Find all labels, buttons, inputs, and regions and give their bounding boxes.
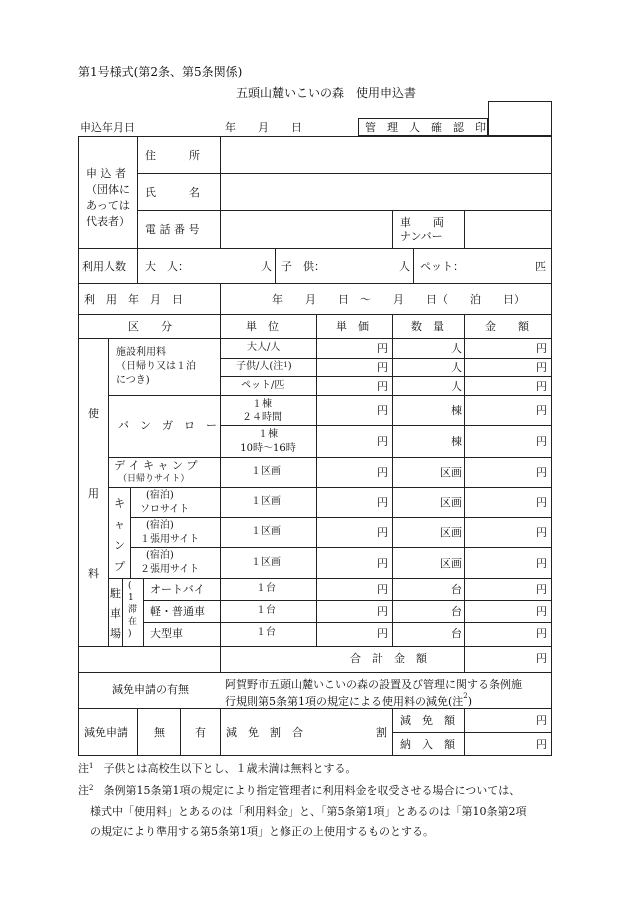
line	[220, 314, 221, 672]
reduction-label: 減 免 額	[400, 714, 455, 727]
unit-cell: １棟 10時～16時	[240, 429, 296, 454]
yen-cell: 円	[377, 627, 388, 640]
payment-label: 納 入 額	[400, 738, 455, 751]
header-unit: 単 位	[246, 320, 279, 333]
note-1: 注$^1$ 子供とは高校生以下とし、１歳未満は無料とする。	[78, 762, 357, 775]
exemption-apply-label: 減免申請	[84, 726, 128, 739]
header-category: 区 分	[128, 320, 172, 333]
qty-cell: 棟	[451, 435, 462, 448]
line	[78, 338, 552, 339]
camp-label: キ ャ ン プ	[114, 497, 125, 573]
camp-row-label: (宿泊) ２張用サイト	[140, 550, 200, 575]
line	[220, 283, 221, 314]
camp-row-label: (宿泊) １張用サイト	[140, 520, 200, 545]
period-value: 年 月 日 ～ 月 日（ 泊 日）	[272, 293, 525, 306]
total-label: 合 計 金 額	[350, 652, 427, 665]
amount-cell: 円	[536, 557, 547, 570]
parking-sub-label: ( 1 滞 在 )	[128, 581, 138, 639]
line	[180, 708, 181, 756]
line	[143, 578, 144, 646]
bungalow-label: バ ン ガ ロ ー	[118, 419, 217, 432]
line	[122, 578, 123, 646]
line	[78, 136, 552, 137]
parking-label: 駐 車 場	[110, 587, 121, 640]
line	[108, 395, 552, 396]
note-2-line: 様式中「使用料」とあるのは「利用料金」と、「第5条第1項」とあるのは「第10条第2項	[90, 805, 527, 818]
parking-row-label: 大型車	[150, 627, 183, 640]
period-label: 利 用 年 月 日	[84, 293, 183, 306]
unit-cell: ペット/匹	[241, 380, 285, 391]
note-2-line: の規定により準用する第5条第1項」と修正の上使用するものとする。	[90, 825, 434, 838]
child-label: 子 供：	[281, 260, 325, 273]
line	[108, 457, 552, 458]
yen-cell: 円	[377, 404, 388, 417]
line	[137, 708, 138, 756]
amount-cell: 円	[536, 496, 547, 509]
line	[108, 578, 552, 579]
qty-cell: 区画	[440, 526, 462, 539]
line	[143, 600, 552, 601]
unit-cell: 大人/人	[247, 342, 281, 353]
adult-unit: 人	[261, 260, 272, 273]
line	[78, 248, 552, 249]
amount-cell: 円	[536, 605, 547, 618]
line	[316, 314, 317, 646]
applicant-label: 申 込 者 （団体に あっては 代表者）	[86, 167, 130, 228]
yen-cell: 円	[377, 526, 388, 539]
address-label: 住 所	[145, 149, 200, 162]
header-amount: 金 額	[485, 320, 529, 333]
line	[220, 708, 221, 756]
payment-amount: 円	[536, 738, 547, 751]
users-label: 利用人数	[82, 260, 126, 273]
exemption-yes-option[interactable]: 有	[195, 726, 206, 739]
pet-unit: 匹	[535, 260, 546, 273]
qty-cell: 区画	[440, 466, 462, 479]
line	[78, 672, 552, 673]
line	[137, 173, 552, 174]
application-date-label: 申込年月日	[80, 121, 135, 134]
line	[220, 136, 221, 248]
unit-cell: １台	[256, 627, 276, 638]
yen-cell: 円	[377, 361, 388, 374]
line	[220, 376, 552, 377]
line	[220, 425, 552, 426]
line	[137, 136, 138, 248]
line	[275, 248, 276, 283]
exemption-label: 減免申請の有無	[112, 683, 189, 696]
camp-row-label: (宿泊) ソロサイト	[140, 490, 190, 515]
amount-cell: 円	[536, 404, 547, 417]
yen-cell: 円	[377, 605, 388, 618]
qty-cell: 台	[451, 583, 462, 596]
note-2: 注$^2$ 条例第15条第1項の規定により指定管理者に利用料金を収受させる場合については、	[78, 784, 521, 797]
qty-cell: 棟	[451, 404, 462, 417]
yen-cell: 円	[377, 380, 388, 393]
line	[392, 210, 393, 248]
unit-cell: １区画	[251, 466, 281, 477]
unit-cell: １区画	[251, 557, 281, 568]
yen-cell: 円	[377, 435, 388, 448]
vehicle-number-label: 車 両 ナンバー	[400, 216, 444, 243]
line	[137, 210, 552, 211]
usage-fee-char: 料	[88, 567, 99, 580]
qty-cell: 区画	[440, 557, 462, 570]
unit-cell: １棟 ２４時間	[242, 399, 282, 423]
form-number: 第1号様式(第2条、第5条関係)	[78, 65, 243, 79]
exemption-ratio-unit: 割	[376, 726, 387, 739]
header-quantity: 数 量	[411, 320, 444, 333]
line	[413, 248, 414, 283]
yen-cell: 円	[377, 466, 388, 479]
line	[130, 547, 552, 548]
usage-fee-char: 用	[88, 487, 99, 500]
unit-cell: １台	[256, 583, 276, 594]
unit-cell: 子供/人(注$^1$)	[236, 361, 292, 372]
admin-confirm-label: 管 理 人 確 認 印	[365, 121, 486, 134]
yen-cell: 円	[377, 557, 388, 570]
qty-cell: 台	[451, 627, 462, 640]
line	[78, 283, 552, 284]
exemption-text: 阿賀野市五頭山麓いこいの森の設置及び管理に関する条例施 行規則第5条第1項の規定による使用料の減免(注$^2$)	[225, 678, 522, 708]
line	[108, 487, 552, 488]
exemption-none-option[interactable]: 無	[154, 726, 165, 739]
application-date-value: 年 月 日	[225, 121, 302, 134]
yen-cell: 円	[377, 342, 388, 355]
facility-fee-label: 施設利用料 （日帰り又は１泊 につき)	[116, 347, 196, 386]
qty-cell: 人	[451, 380, 462, 393]
amount-cell: 円	[536, 627, 547, 640]
line	[108, 338, 109, 646]
line	[130, 487, 131, 578]
amount-cell: 円	[536, 466, 547, 479]
line	[78, 646, 552, 647]
day-camp-label: デ イ キ ャ ン プ	[114, 459, 198, 472]
qty-cell: 人	[451, 342, 462, 355]
unit-cell: １区画	[251, 496, 281, 507]
pet-label: ペット：	[420, 260, 464, 273]
line	[130, 517, 552, 518]
total-amount: 円	[536, 652, 547, 665]
unit-cell: １区画	[251, 526, 281, 537]
unit-cell: １台	[256, 605, 276, 616]
line	[78, 314, 552, 315]
line	[220, 358, 552, 359]
usage-fee-char: 使	[88, 407, 99, 420]
line	[464, 210, 465, 248]
qty-cell: 区画	[440, 496, 462, 509]
parking-row-label: オートバイ	[150, 583, 205, 596]
amount-cell: 円	[536, 380, 547, 393]
qty-cell: 人	[451, 361, 462, 374]
line	[143, 622, 552, 623]
line	[392, 314, 393, 646]
name-label: 氏 名	[145, 186, 200, 199]
stamp-box	[488, 101, 552, 136]
header-price: 単 価	[336, 320, 369, 333]
day-camp-sub: （日帰りサイト）	[118, 474, 190, 484]
amount-cell: 円	[536, 435, 547, 448]
line	[392, 732, 552, 733]
line	[137, 248, 138, 283]
reduction-amount: 円	[536, 714, 547, 727]
parking-row-label: 軽・普通車	[150, 605, 205, 618]
qty-cell: 台	[451, 605, 462, 618]
phone-label: 電 話 番 号	[145, 223, 200, 236]
amount-cell: 円	[536, 526, 547, 539]
form-title: 五頭山麓いこいの森 使用申込書	[236, 86, 417, 100]
yen-cell: 円	[377, 496, 388, 509]
line	[464, 314, 465, 672]
adult-label: 大 人：	[145, 260, 189, 273]
child-unit: 人	[399, 260, 410, 273]
amount-cell: 円	[536, 583, 547, 596]
exemption-ratio-label: 減 免 割 合	[226, 726, 303, 739]
amount-cell: 円	[536, 342, 547, 355]
amount-cell: 円	[536, 361, 547, 374]
yen-cell: 円	[377, 583, 388, 596]
